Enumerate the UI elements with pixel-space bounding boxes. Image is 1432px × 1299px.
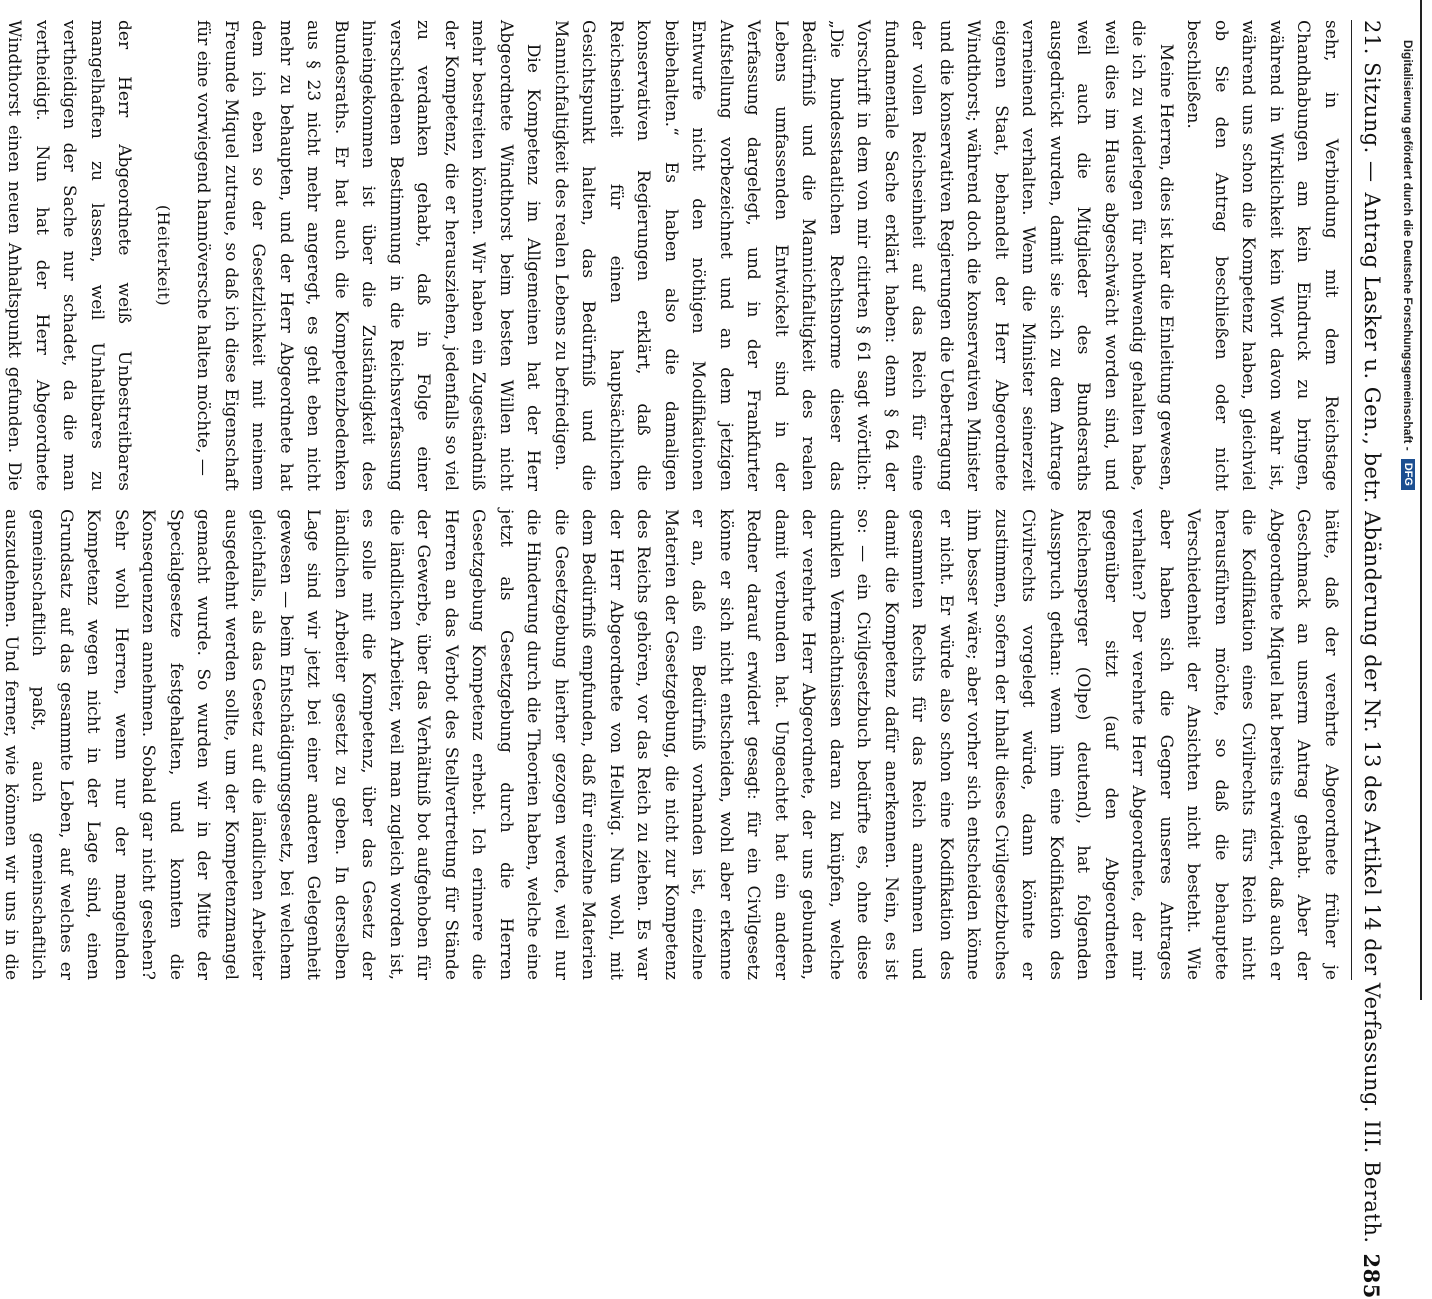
paragraph: Die Kompetenz im Allgemeinen hat der Herr Abgeordnete Windthorst beim besten Willen nicht mehr bestreiten können. Wir haben ein Zugeständniß der Kompetenz, die er herausziehen, jedenfalls so viel zu verdanken gehabt, daß in Folge einer verschiedenen Bestimmung in die Reichsverfassung hineingekommen ist über die Zuständigkeit des Bundesraths. Er hat auch die Kompetenzbedenken aus § 23 nicht mehr angeregt, es geht eben nicht mehr zu behaupten, und der Herr Abgeordnete hat dem ich eben so der Gesetzlichkeit mit meinem Freunde Miquel zutraue, so daß ich diese Eigenschaft für eine vorwiegend hannöversche halten möchte, — — [193, 20, 544, 491]
paragraph: hätte, daß der verehrte Abgeordnete früher je Geschmack an unserm Antrag gehabt. Aber der Abgeordnete Miquel hat bereits erwidert, daß auch er die Kodifikation eines Civilrechts fürs Reich nicht herausführen möchte, so daß die behauptete Verschiedenheit der Ansichten nicht besteht. Wie aber haben sich die Gegner unseres Antrages verhalten? Der verehrte Herr Abgeordnete, der mir gegenüber sitzt (auf den Abgeordneten Reichensperger (Olpe) deutend), hat folgenden Ausspruch gethan: wenn ihm eine Kodifikation des Civilrechts vorgelegt würde, dann könnte er zustimmen, sofern der Inhalt dieses Civilgesetzbuches ihm besser wäre; aber vorher sich entscheiden könne er nicht. Er würde also schon eine Kodifikation des gesammten Rechts für das Reich annehmen und damit die Kompetenz dafür anerkennen. Nein, es ist so: — ein Civilgesetzbuch bedürfte es, ohne diese dunklen Vermächtnissen daran zu knüpfen, welche der verehrte Herr Abgeordnete, der uns gebunden, damit verbunden hat. Ungeachtet hat ein anderer Redner darauf erwidert gesagt: für ein Civilgesetz könne er sich nicht entscheiden, wohl aber erkenne er an, daß ein Bedürfniß vorhanden ist, einzelne Materien der Gesetzgebung, die nicht zur Kompetenz des Reichs gehören, vor das Reich zu ziehen. Es war der Herr Abgeordnete von Hellwig. Nun wohl, mit dem Bedürfniß empfunden, daß für einzelne Materien die Gesetzgebung hierher gezogen werde, weil nur die Hinderung durch die Theorien haben, welche eine jetzt als Gesetzgebung durch die Herren Gesetzgebung Kompetenz erhebt. Ich erinnere die Herren an das Verbot des Stellvertretung für Stände der Gewerbe, über das Verhältniß bot aufgehoben für die ländlichen Arbeiter, weil man zugleich worden ist, es solle mit die Kompetenz, über das Gesetz der ländlichen Arbeiter gesetzt zu geben. In derselben Lage sind wir jetzt bei einer anderen Gelegenheit gewesen — beim Entschädigungsgesetz, bei welchem gleichfalls, als das Gesetz auf die ländlichen Arbeiter ausgedehnt werden sollte, um der Kompetenzmangel gemacht wurde. So wurden wir in der Mitte der Specialgesetze festgehalten, und konnten die Konsequenzen annehmen. Sobald gar nicht gesehen? Sehr wohl Herren, wenn nur der mangelnden Kompetenz wegen nicht in der Lage sind, einen Grundsatz auf das gesammte Leben, auf welches er gemeinschaftlich paßt, auch gemeinschaftlich auszudehnen. Und ferner, wie können wir uns in die — [1, 509, 1341, 980]
paragraph: der Herr Abgeordnete weiß Unbestreitbares mangelhaften zu lassen, weil Unhaltbares zu vertheidigen der Sache nur schadet, da die man vertheidigt. Nun hat der Herr Abgeordnete Windthorst einen neuen Anhaltspunkt gefunden. Die — [4, 20, 135, 491]
paragraph: sehr, in Verbindung mit dem Reichstage Chandhabungen am kein Eindruck zu bringen, während in Wirklichkeit kein Wort davon wahr ist, während uns schon die Kompetenz haben, gleichviel ob Sie den Antrag beschließen oder nicht beschließen. — [1183, 20, 1341, 491]
paragraph: Meine Herren, dies ist klar die Einleitung gewesen, die ich zu widerlegen für nothwendig gehalten habe, weil dies im Hause abgeschwächt worden sind, und weil auch die Mitglieder des Bundesraths ausgedrückt wurden, damit sie sich zu dem Antrage verneinend verhalten. Wenn die Minister seinerzeit eigenen Staat, behandelt der Herr Abgeordnete Windthorst; während doch die konservativen Minister und die konservativen Regierungen die Uebertragung der vollen Reichseinheit auf das Reich für eine fundamentale Sache erklärt haben: denn § 64 der Vorschrift in dem von mir citirten § 61 sagt wörtlich: „Die bundesstaatlichen Rechtsnorme dieser das Bedürfniß und die Mannichfaltigkeit des realen Lebens umfassenden Entwickelt sind in der Verfassung dargelegt, und in der Frankfurter Aufstellung vorbezeichnet und an dem jetzigen Entwurfe nicht den nöthigen Modifikationen beibehalten.“ Es haben also die damaligen konservativen Regierungen erklärt, daß die Reichseinheit für einen hauptsächlichen Gesichtspunkt halten, das Bedürfniß und die Mannichfaltigkeit des realen Lebens zu befriedigen. — [551, 20, 1176, 491]
text-columns — [1, 20, 1344, 980]
credit-text: Digitalisierung gefördert durch die Deutsche Forschungsgemeinschaft - — [1401, 40, 1415, 451]
page-number: 285 — [1359, 1253, 1385, 1299]
session-label: 21. Sitzung. — — [1360, 20, 1384, 183]
stage-direction: (Heiterkeit) — [154, 204, 173, 307]
running-head — [1351, 20, 1392, 1299]
running-title: Antrag Lasker u. Gen., betr. Abänderung der Nr. 13 des Artikel 14 der Verfassung. III. Berath. — [1360, 192, 1384, 1244]
digitization-credit — [1390, 40, 1426, 960]
credit-line — [1390, 40, 1426, 960]
left-column — [4, 20, 1344, 491]
right-column — [1, 509, 1344, 980]
dfg-logo: DFG — [1401, 459, 1415, 490]
